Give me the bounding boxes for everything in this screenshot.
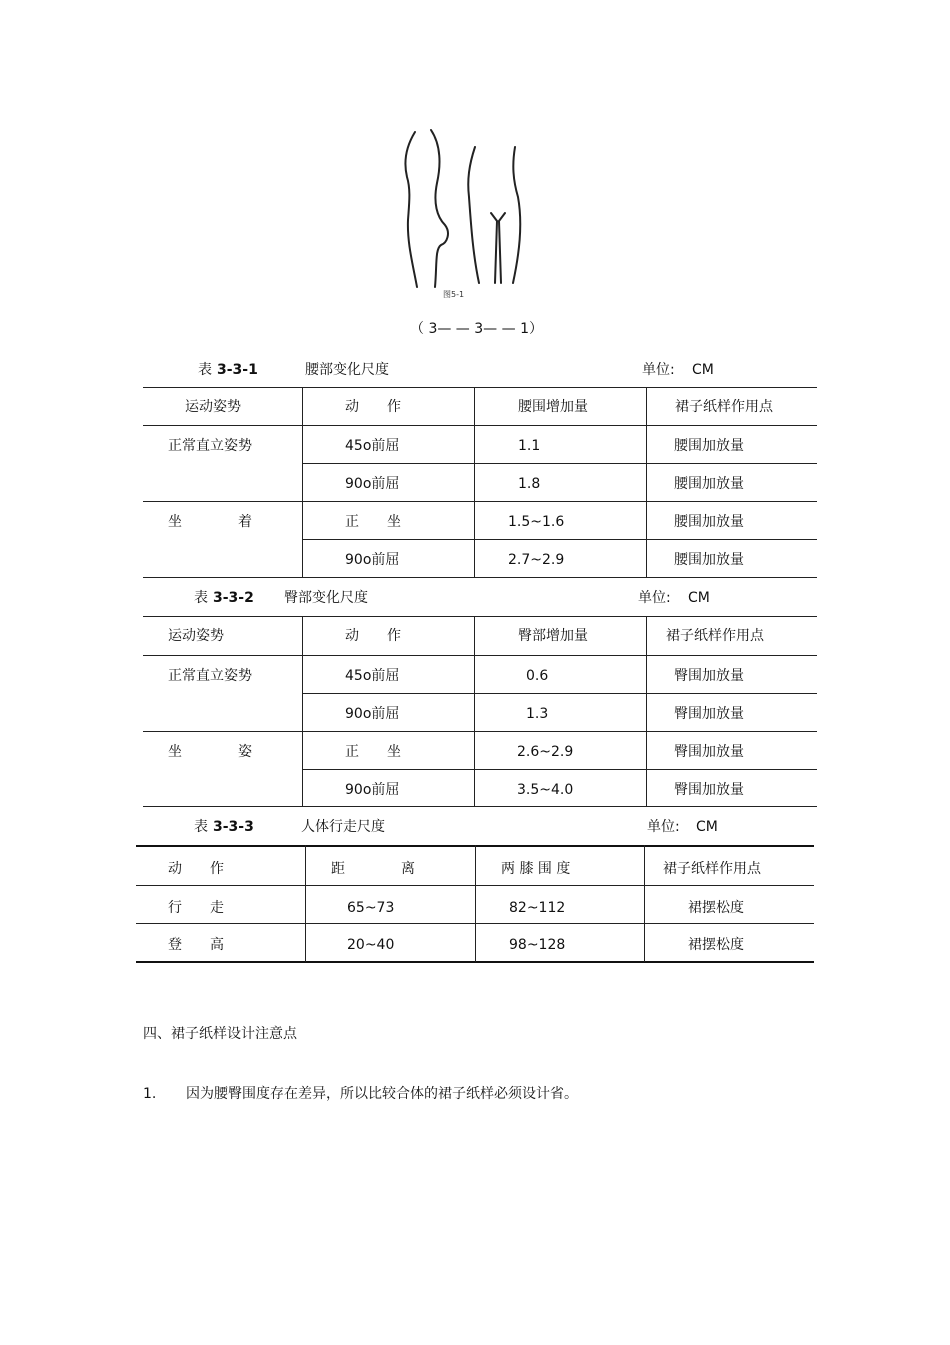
table2-unit-label: 单位: xyxy=(638,590,671,606)
table1-rule xyxy=(143,577,817,578)
table1-header-action: 动 作 xyxy=(345,399,401,415)
table1-rule xyxy=(302,539,817,540)
table1-action: 90o前屈 xyxy=(345,476,400,492)
side-view-front-line xyxy=(431,130,448,287)
table3-header-knee: 两 膝 围 度 xyxy=(501,861,571,877)
table3-prefix: 表 xyxy=(194,819,208,835)
table2-point: 臀围加放量 xyxy=(674,668,744,684)
table1-value: 1.8 xyxy=(518,476,541,492)
table1-action: 正 坐 xyxy=(345,514,401,530)
table3-title: 人体行走尺度 xyxy=(301,819,385,835)
table2-value: 2.6~2.9 xyxy=(517,744,574,760)
table1-point: 腰围加放量 xyxy=(674,514,744,530)
table2-rule xyxy=(143,806,817,807)
table3-unit: CM xyxy=(696,819,718,835)
table2-divider xyxy=(474,616,475,806)
front-view-left-line xyxy=(468,147,479,283)
body-silhouette-figure xyxy=(395,125,535,305)
table1-posture: 正常直立姿势 xyxy=(168,438,252,454)
table2-action: 45o前屈 xyxy=(345,668,400,684)
table1-unit-label: 单位: xyxy=(642,362,675,378)
table2-header-value: 臀部增加量 xyxy=(518,628,588,644)
table2-point: 臀围加放量 xyxy=(674,706,744,722)
table2-prefix: 表 xyxy=(194,590,208,606)
table2-value: 1.3 xyxy=(526,706,549,722)
table3-knee: 98~128 xyxy=(509,937,566,953)
table2-title: 臀部变化尺度 xyxy=(284,590,368,606)
table3-action: 登 高 xyxy=(168,937,224,953)
table2-divider xyxy=(302,616,303,806)
table2-number: 3-3-2 xyxy=(213,590,254,606)
side-view-back-line xyxy=(405,132,417,287)
table3-divider xyxy=(644,845,645,962)
table1-number: 3-3-1 xyxy=(217,362,258,378)
table3-header-point: 裙子纸样作用点 xyxy=(663,861,761,877)
list-item-number: 1. xyxy=(143,1086,157,1102)
table3-distance: 65~73 xyxy=(347,900,395,916)
table3-number: 3-3-3 xyxy=(213,819,254,835)
section-heading: 四、裙子纸样设计注意点 xyxy=(143,1026,297,1042)
table1-divider xyxy=(302,387,303,577)
front-view-crotch-left xyxy=(491,213,497,283)
table1-header-point: 裙子纸样作用点 xyxy=(675,399,773,415)
table2-point: 臀围加放量 xyxy=(674,744,744,760)
figure-caption: （ 3— — 3— — 1） xyxy=(410,321,543,337)
table3-divider xyxy=(305,845,306,962)
table2-rule xyxy=(143,655,817,656)
table2-header-posture: 运动姿势 xyxy=(168,628,224,644)
table2-value: 0.6 xyxy=(526,668,549,684)
table2-action: 90o前屈 xyxy=(345,782,400,798)
table2-header-action: 动 作 xyxy=(345,628,401,644)
table1-divider xyxy=(646,387,647,577)
table2-divider xyxy=(646,616,647,806)
table3-point: 裙摆松度 xyxy=(688,937,744,953)
table1-point: 腰围加放量 xyxy=(674,438,744,454)
table3-distance: 20~40 xyxy=(347,937,395,953)
figure-label: 图5-1 xyxy=(443,290,465,299)
table1-value: 1.5~1.6 xyxy=(508,514,565,530)
table3-knee: 82~112 xyxy=(509,900,566,916)
table2-point: 臀围加放量 xyxy=(674,782,744,798)
table2-rule xyxy=(302,693,817,694)
table1-header-posture: 运动姿势 xyxy=(185,399,241,415)
table3-unit-label: 单位: xyxy=(647,819,680,835)
table2-action: 90o前屈 xyxy=(345,706,400,722)
table1-action: 90o前屈 xyxy=(345,552,400,568)
table1-posture: 坐 着 xyxy=(168,514,252,530)
table2-rule xyxy=(302,769,817,770)
table2-rule xyxy=(143,616,817,617)
table1-point: 腰围加放量 xyxy=(674,552,744,568)
front-view-right-line xyxy=(513,147,520,283)
table2-action: 正 坐 xyxy=(345,744,401,760)
table2-rule xyxy=(143,731,817,732)
table2-posture: 正常直立姿势 xyxy=(168,668,252,684)
table1-rule xyxy=(143,501,817,502)
table2-header-point: 裙子纸样作用点 xyxy=(666,628,764,644)
table1-rule xyxy=(143,425,817,426)
table1-point: 腰围加放量 xyxy=(674,476,744,492)
table3-header-distance: 距 离 xyxy=(331,861,415,877)
table3-divider xyxy=(475,845,476,962)
list-item-text: 因为腰臀围度存在差异，所以比较合体的裙子纸样必须设计省。 xyxy=(186,1086,578,1102)
table1-rule xyxy=(302,463,817,464)
table1-rule xyxy=(143,387,817,388)
table1-unit: CM xyxy=(692,362,714,378)
table2-value: 3.5~4.0 xyxy=(517,782,574,798)
table3-point: 裙摆松度 xyxy=(688,900,744,916)
table1-prefix: 表 xyxy=(198,362,212,378)
front-view-crotch-right xyxy=(499,213,505,283)
table1-action: 45o前屈 xyxy=(345,438,400,454)
table3-action: 行 走 xyxy=(168,900,224,916)
table1-value: 2.7~2.9 xyxy=(508,552,565,568)
table2-unit: CM xyxy=(688,590,710,606)
table1-title: 腰部变化尺度 xyxy=(305,362,389,378)
table1-header-value: 腰围增加量 xyxy=(518,399,588,415)
table2-posture: 坐 姿 xyxy=(168,744,252,760)
table3-header-action: 动 作 xyxy=(168,861,224,877)
table1-divider xyxy=(474,387,475,577)
table1-value: 1.1 xyxy=(518,438,541,454)
